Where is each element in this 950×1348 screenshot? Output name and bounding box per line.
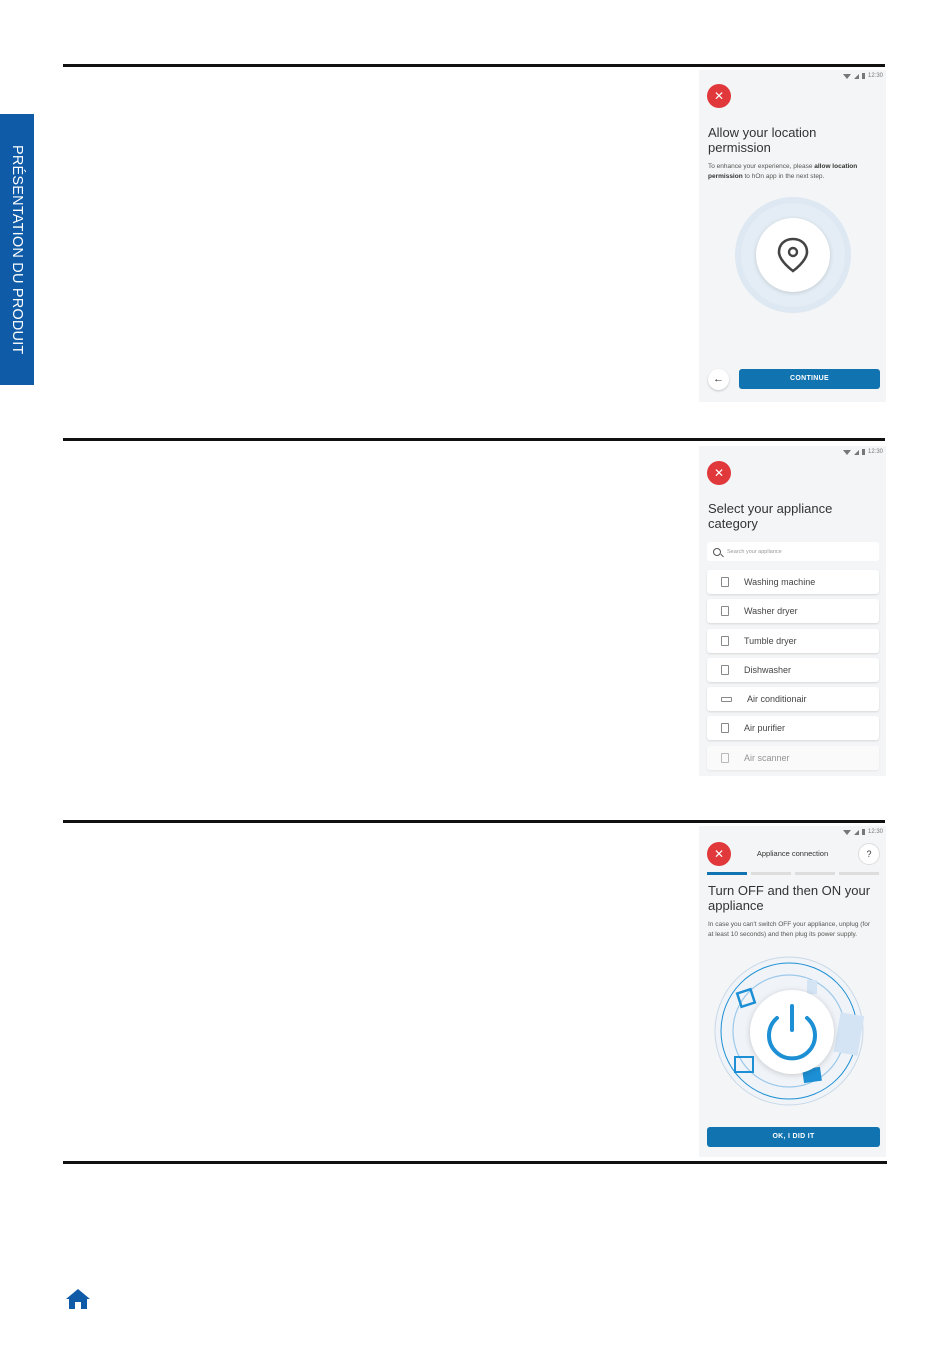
dishwasher-icon <box>721 665 729 675</box>
arrow-left-icon: ← <box>713 373 724 385</box>
close-button[interactable] <box>707 461 731 485</box>
phone-screen-connection <box>699 826 886 1157</box>
close-icon: ✕ <box>713 466 725 480</box>
location-description-suffix: to hOn app in the next step. <box>742 173 825 180</box>
category-item-label: Washing machine <box>744 577 816 587</box>
category-title: Select your appliance category <box>708 501 833 531</box>
signal-icon <box>854 74 859 79</box>
washing-machine-icon <box>721 577 729 587</box>
search-icon <box>713 548 721 556</box>
category-item-label: Air purifier <box>744 723 786 734</box>
category-item-label: Tumble dryer <box>744 635 797 646</box>
appliance-search-input[interactable] <box>707 542 879 561</box>
category-item-air-scanner[interactable] <box>707 746 879 770</box>
washer-dryer-icon <box>721 606 729 616</box>
status-time: 12:30 <box>867 449 883 455</box>
close-button[interactable] <box>707 84 731 108</box>
signal-icon <box>854 450 859 455</box>
status-time: 12:30 <box>867 73 883 79</box>
category-item-label: Dishwasher <box>744 664 792 675</box>
status-time: 12:30 <box>867 829 883 835</box>
phone-screen-location <box>699 70 886 402</box>
connection-header-title: Appliance connection <box>756 849 829 858</box>
air-purifier-icon <box>721 723 729 733</box>
category-item-tumble-dryer[interactable] <box>707 629 879 653</box>
category-item-label: Air conditionair <box>747 694 807 705</box>
signal-icon <box>854 830 859 835</box>
air-scanner-icon <box>721 753 729 763</box>
category-list <box>707 570 879 775</box>
continue-button[interactable]: CONTINUE <box>739 369 880 389</box>
wifi-icon <box>843 74 851 79</box>
category-item-washer-dryer[interactable] <box>707 599 879 623</box>
location-description <box>708 162 873 182</box>
category-item-label: Washer dryer <box>744 606 798 617</box>
location-title: Allow your location permission <box>708 125 817 155</box>
category-item-dishwasher[interactable] <box>707 658 879 682</box>
battery-icon <box>862 829 865 835</box>
help-button[interactable] <box>858 843 880 865</box>
location-description-prefix: To enhance your experience, please <box>708 163 815 170</box>
connection-progress <box>707 872 879 875</box>
category-item-air-purifier[interactable] <box>707 716 879 740</box>
section-label: PRÉSENTATION DU PRODUIT <box>9 144 25 355</box>
search-placeholder: Search your appliance <box>727 548 782 555</box>
battery-icon <box>862 449 865 455</box>
close-icon: ✕ <box>713 847 725 861</box>
divider-top <box>63 64 885 67</box>
home-icon[interactable] <box>65 1288 91 1310</box>
status-bar <box>843 829 883 835</box>
progress-step <box>795 872 835 875</box>
location-illustration <box>699 195 886 315</box>
status-bar <box>843 449 883 455</box>
battery-icon <box>862 73 865 79</box>
progress-step <box>707 872 747 875</box>
category-item-label: Air scanner <box>744 752 790 763</box>
divider-bottom <box>63 1161 887 1164</box>
category-item-air-conditioner[interactable] <box>707 687 879 711</box>
phone-screen-category <box>699 446 886 776</box>
help-icon: ? <box>866 849 872 859</box>
location-description-bold: allow location permission <box>708 163 858 180</box>
wifi-icon <box>843 830 851 835</box>
category-item-washing-machine[interactable] <box>707 570 879 594</box>
connection-title: Turn OFF and then ON your appliance <box>708 883 871 913</box>
ok-i-did-it-button[interactable]: OK, I DID IT <box>707 1127 880 1147</box>
back-button[interactable] <box>708 369 729 390</box>
tumble-dryer-icon <box>721 636 729 646</box>
section-side-tab <box>0 114 34 385</box>
power-illustration <box>699 956 886 1111</box>
divider-middle <box>63 438 885 441</box>
connection-description: In case you can't switch OFF your appliance, unplug (for at least 10 seconds) and then plug its power supply. <box>708 921 871 938</box>
progress-step <box>751 872 791 875</box>
wifi-icon <box>843 450 851 455</box>
status-bar <box>843 73 883 79</box>
close-icon: ✕ <box>713 89 725 103</box>
air-conditioner-icon <box>721 697 732 702</box>
progress-step <box>839 872 879 875</box>
divider-lower <box>63 820 885 823</box>
